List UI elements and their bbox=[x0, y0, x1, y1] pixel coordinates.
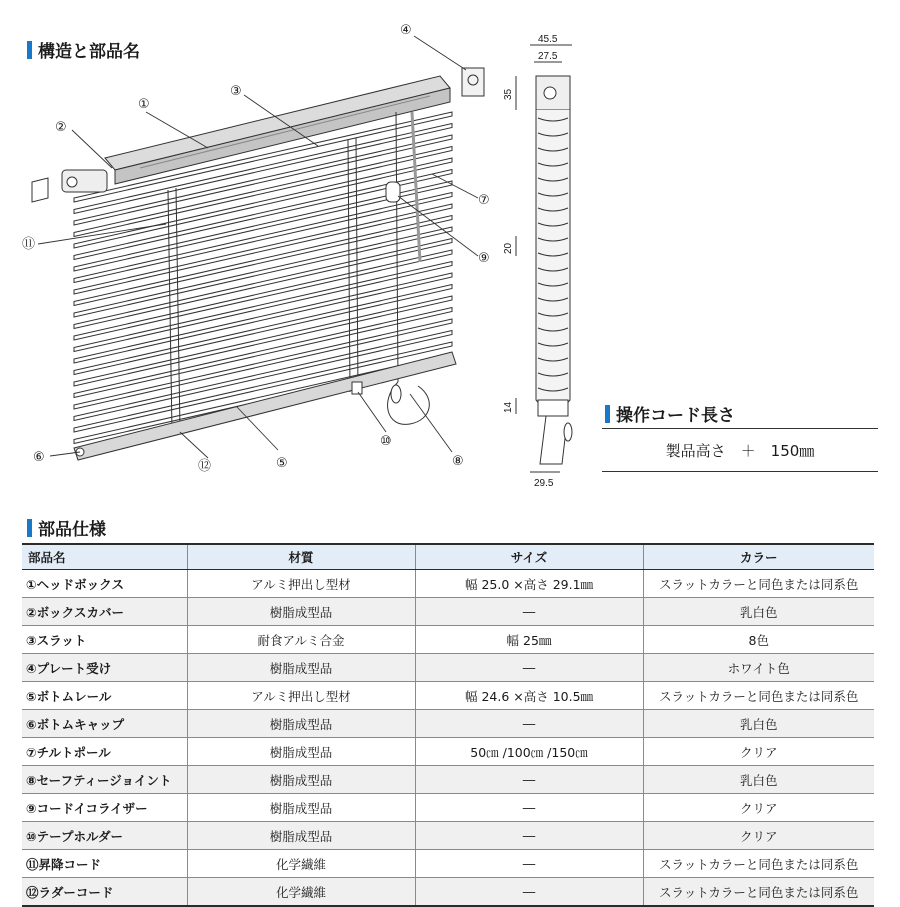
dim-top-inner: 27.5 bbox=[538, 51, 558, 62]
callout-8: ⑧ bbox=[452, 454, 464, 469]
color-cell: スラットカラーと同色または同系色 bbox=[643, 570, 874, 598]
table-row bbox=[22, 794, 874, 822]
part-name-cell: ⑧セーフティージョイント bbox=[22, 766, 187, 794]
callout-4: ④ bbox=[400, 23, 412, 38]
title-accent-bar bbox=[27, 519, 32, 537]
table-row bbox=[22, 570, 874, 598]
part-name-cell: ⑦チルトポール bbox=[22, 738, 187, 766]
color-cell: クリア bbox=[643, 822, 874, 850]
lift-cord bbox=[396, 112, 398, 382]
size-cell: 50㎝ /100㎝ /150㎝ bbox=[415, 738, 643, 766]
table-row bbox=[22, 822, 874, 850]
slat bbox=[74, 204, 452, 294]
cord-equalizer bbox=[386, 182, 400, 202]
dim-slat-pitch: 20 bbox=[503, 242, 514, 254]
slat bbox=[74, 227, 452, 317]
size-cell: 幅 25㎜ bbox=[415, 626, 643, 654]
table-header-row bbox=[22, 544, 874, 570]
table-row bbox=[22, 626, 874, 654]
slat bbox=[74, 273, 452, 363]
color-cell: スラットカラーと同色または同系色 bbox=[643, 878, 874, 907]
dim-bottom-height: 14 bbox=[503, 401, 514, 413]
callout-1: ① bbox=[138, 97, 150, 112]
color-cell: ホワイト色 bbox=[643, 654, 874, 682]
table-row bbox=[22, 738, 874, 766]
cord-length-title-text: 操作コード長さ bbox=[616, 406, 735, 426]
callout-12: ⑫ bbox=[198, 459, 212, 474]
table-row bbox=[22, 654, 874, 682]
dim-bottom-width: 29.5 bbox=[534, 478, 554, 489]
slat bbox=[74, 216, 452, 306]
slat bbox=[74, 193, 452, 283]
material-cell: 樹脂成型品 bbox=[187, 794, 415, 822]
plate-bracket bbox=[462, 68, 484, 96]
table-row bbox=[22, 850, 874, 878]
callout-10: ⑩ bbox=[380, 434, 392, 449]
material-cell: 樹脂成型品 bbox=[187, 766, 415, 794]
color-cell: スラットカラーと同色または同系色 bbox=[643, 682, 874, 710]
callout-9: ⑨ bbox=[478, 251, 490, 266]
cord-length-title bbox=[605, 401, 735, 426]
parts-spec-title bbox=[27, 515, 106, 540]
part-name-cell: ⑤ボトムレール bbox=[22, 682, 187, 710]
part-name-cell: ②ボックスカバー bbox=[22, 598, 187, 626]
material-cell: 耐食アルミ合金 bbox=[187, 626, 415, 654]
slat bbox=[74, 285, 452, 375]
callout-5: ⑤ bbox=[276, 456, 288, 471]
material-cell: 樹脂成型品 bbox=[187, 738, 415, 766]
slat bbox=[74, 250, 452, 340]
slat bbox=[74, 239, 452, 329]
part-name-cell: ⑩テープホルダー bbox=[22, 822, 187, 850]
size-cell: ― bbox=[415, 794, 643, 822]
table-row bbox=[22, 598, 874, 626]
size-cell: ― bbox=[415, 654, 643, 682]
color-cell: スラットカラーと同色または同系色 bbox=[643, 850, 874, 878]
header-size: サイズ bbox=[415, 544, 643, 570]
size-cell: ― bbox=[415, 850, 643, 878]
header-color: カラー bbox=[643, 544, 874, 570]
callout-7: ⑦ bbox=[478, 193, 490, 208]
size-cell: ― bbox=[415, 598, 643, 626]
material-cell: 樹脂成型品 bbox=[187, 710, 415, 738]
cord-length-formula: 製品高さ ＋ 150㎜ bbox=[602, 428, 878, 472]
size-cell: ― bbox=[415, 822, 643, 850]
material-cell: 化学繊維 bbox=[187, 850, 415, 878]
table-row bbox=[22, 682, 874, 710]
part-name-cell: ④プレート受け bbox=[22, 654, 187, 682]
callout-2: ② bbox=[55, 120, 67, 135]
slat bbox=[74, 308, 452, 398]
color-cell: クリア bbox=[643, 794, 874, 822]
part-name-cell: ⑥ボトムキャップ bbox=[22, 710, 187, 738]
color-cell: クリア bbox=[643, 738, 874, 766]
size-cell: ― bbox=[415, 710, 643, 738]
dim-head-height: 35 bbox=[503, 88, 514, 100]
callout-3: ③ bbox=[230, 84, 242, 99]
part-name-cell: ⑫ラダーコード bbox=[22, 878, 187, 907]
header-material: 材質 bbox=[187, 544, 415, 570]
callout-6: ⑥ bbox=[33, 450, 45, 465]
part-name-cell: ③スラット bbox=[22, 626, 187, 654]
table-row bbox=[22, 710, 874, 738]
title-accent-bar bbox=[605, 405, 610, 423]
material-cell: アルミ押出し型材 bbox=[187, 682, 415, 710]
material-cell: 樹脂成型品 bbox=[187, 822, 415, 850]
part-name-cell: ①ヘッドボックス bbox=[22, 570, 187, 598]
callout-11: ⑪ bbox=[22, 237, 36, 252]
material-cell: 樹脂成型品 bbox=[187, 598, 415, 626]
parts-spec-title-text: 部品仕様 bbox=[38, 520, 106, 540]
dim-top-outer: 45.5 bbox=[538, 34, 558, 45]
color-cell: 乳白色 bbox=[643, 766, 874, 794]
parts-spec-table bbox=[22, 543, 874, 907]
size-cell: ― bbox=[415, 766, 643, 794]
color-cell: 8色 bbox=[643, 626, 874, 654]
part-name-cell: ⑪昇降コード bbox=[22, 850, 187, 878]
color-cell: 乳白色 bbox=[643, 598, 874, 626]
slat bbox=[74, 262, 452, 352]
table-body bbox=[22, 570, 874, 907]
table-row bbox=[22, 766, 874, 794]
material-cell: 樹脂成型品 bbox=[187, 654, 415, 682]
size-cell: 幅 24.6 ×高さ 10.5㎜ bbox=[415, 682, 643, 710]
part-name-cell: ⑨コードイコライザー bbox=[22, 794, 187, 822]
table-row bbox=[22, 878, 874, 907]
size-cell: ― bbox=[415, 878, 643, 907]
color-cell: 乳白色 bbox=[643, 710, 874, 738]
material-cell: アルミ押出し型材 bbox=[187, 570, 415, 598]
side-profile bbox=[516, 45, 572, 472]
material-cell: 化学繊維 bbox=[187, 878, 415, 907]
size-cell: 幅 25.0 ×高さ 29.1㎜ bbox=[415, 570, 643, 598]
structure-title-text: 構造と部品名 bbox=[38, 42, 140, 62]
header-part-name: 部品名 bbox=[22, 544, 187, 570]
